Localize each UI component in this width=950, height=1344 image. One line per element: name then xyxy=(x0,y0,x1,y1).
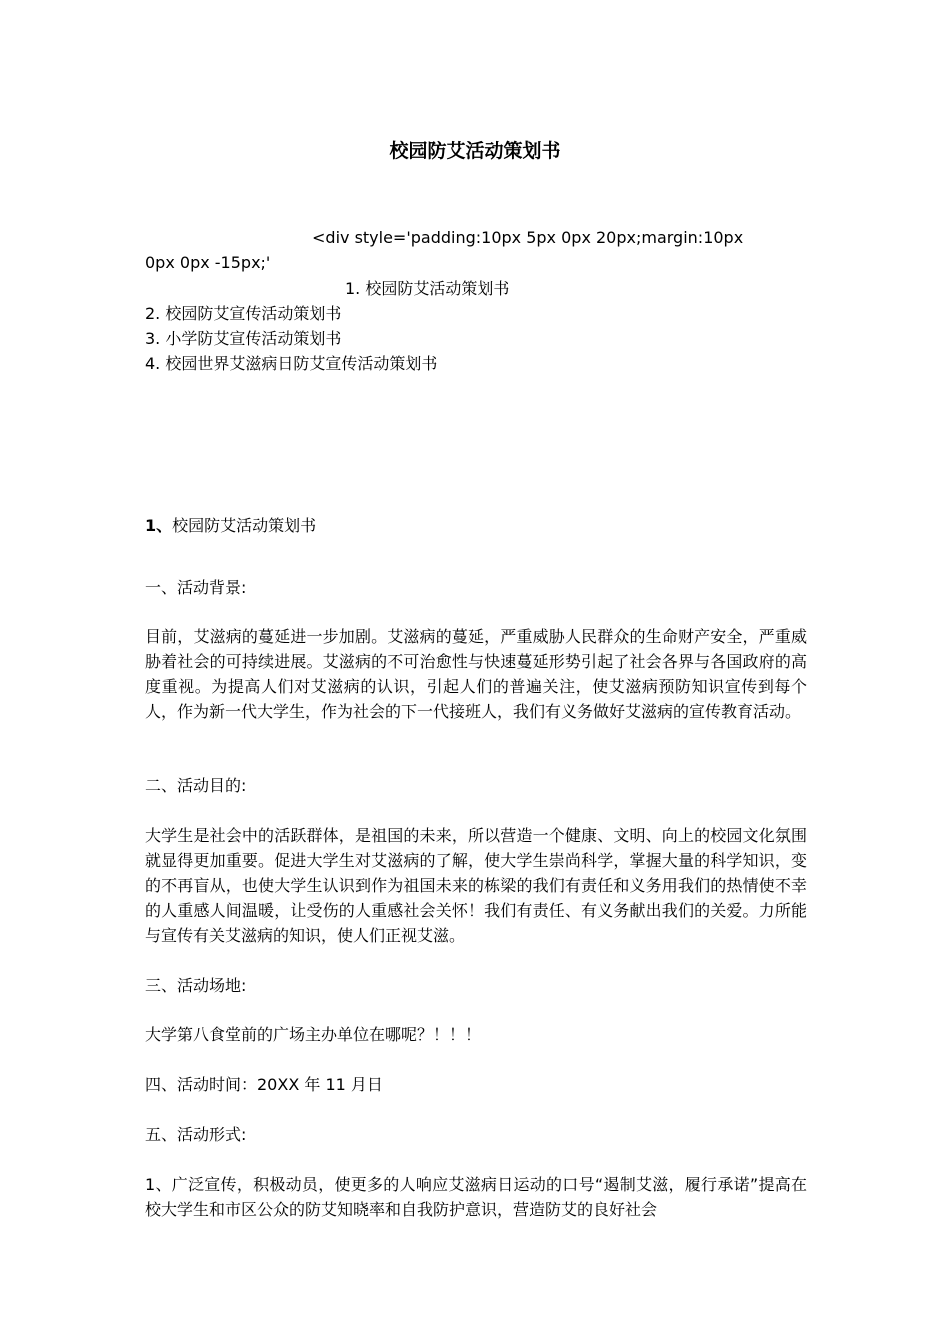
venue-heading: 三、活动场地: xyxy=(145,976,247,995)
time-text: 四、活动时间：20XX 年 11 月日 xyxy=(145,1075,383,1094)
code-snippet-line-1: <div style='padding:10px 5px 0px 20px;margin:10px xyxy=(312,228,744,247)
toc-item-1[interactable]: 1. 校园防艾活动策划书 xyxy=(345,279,510,298)
section-number: 1、 xyxy=(145,516,173,535)
toc-item-4[interactable]: 4. 校园世界艾滋病日防艾宣传活动策划书 xyxy=(145,354,438,373)
toc-item-3[interactable]: 3. 小学防艾宣传活动策划书 xyxy=(145,329,342,348)
venue-text: 大学第八食堂前的广场主办单位在哪呢？！！！ xyxy=(145,1025,482,1044)
purpose-paragraph: 大学生是社会中的活跃群体，是祖国的未来，所以营造一个健康、文明、向上的校园文化氛围就显得更加重要。促进大学生对艾滋病的了解，使大学生崇尚科学，掌握大量的科学知识，变的不再盲从，也使大学生认识到作为祖国未来的栋梁的我们有责任和义务用我们的热情使不幸的人重感人间温暖，让受伤的人重感社会关怀！我们有责任、有义务献出我们的关爱。力所能与宣传有关艾滋病的知识，使人们正视艾滋。 xyxy=(145,826,807,945)
form-heading: 五、活动形式: xyxy=(145,1125,247,1144)
section-title: 校园防艾活动策划书 xyxy=(172,516,317,535)
purpose-heading: 二、活动目的: xyxy=(145,776,247,795)
code-snippet-line-2: 0px 0px -15px;' xyxy=(145,253,271,272)
section-heading xyxy=(145,513,805,538)
form-paragraph: 1、广泛宣传，积极动员，使更多的人响应艾滋病日运动的口号“遏制艾滋，履行承诺”提高在校大学生和市区公众的防艾知晓率和自我防护意识，营造防艾的良好社会 xyxy=(145,1175,807,1219)
toc-item-2[interactable]: 2. 校园防艾宣传活动策划书 xyxy=(145,304,342,323)
background-paragraph: 目前，艾滋病的蔓延进一步加剧。艾滋病的蔓延，严重威胁人民群众的生命财产安全，严重威胁着社会的可持续进展。艾滋病的不可治愈性与快速蔓延形势引起了社会各界与各国政府的高度重视。为提高人们对艾滋病的认识，引起人们的普遍关注，使艾滋病预防知识宣传到每个人，作为新一代大学生，作为社会的下一代接班人，我们有义务做好艾滋病的宣传教育活动。 xyxy=(145,627,807,721)
background-heading: 一、活动背景: xyxy=(145,578,247,597)
document-title: 校园防艾活动策划书 xyxy=(389,140,561,162)
